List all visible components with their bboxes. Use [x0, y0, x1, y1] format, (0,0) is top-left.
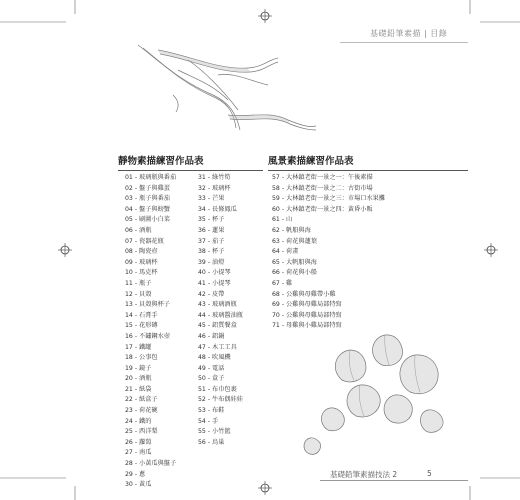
- list-item: 11 - 瓶子: [125, 279, 152, 287]
- chili-pepper-sketch: [118, 40, 318, 135]
- list-item: 37 - 茄子: [198, 237, 225, 245]
- list-item: 60 - 大林鎮老街一景之四：黃昏小販: [272, 205, 373, 213]
- list-item: 39 - 油燈: [198, 258, 225, 266]
- list-item: 35 - 杯子: [198, 216, 225, 224]
- list-item: 66 - 荷花與小船: [272, 269, 317, 277]
- list-item: 54 - 手: [198, 417, 219, 425]
- list-item: 71 - 母雞與小雞局部特寫: [272, 322, 342, 330]
- list-item: 69 - 公雞與母雞局部特寫: [272, 301, 342, 309]
- list-item: 56 - 烏巢: [198, 438, 225, 446]
- list-item: 15 - 花形磚: [125, 322, 158, 330]
- list-item: 70 - 公雞與母雞局部特寫: [272, 311, 342, 319]
- list-item: 45 - 鋁質餐盒: [198, 322, 237, 330]
- page-number: 5: [427, 469, 432, 478]
- list-item: 16 - 不鏽鋼水壺: [125, 332, 170, 340]
- landscape-title-rule: [268, 170, 468, 171]
- still-life-list-a: [125, 173, 176, 491]
- still-life-list-b: [198, 173, 243, 448]
- list-item: 18 - 公事包: [125, 354, 158, 362]
- list-item: 51 - 布巾包裹: [198, 385, 237, 393]
- list-item: 49 - 電話: [198, 364, 225, 372]
- list-item: 20 - 酒瓶: [125, 375, 152, 383]
- list-item: 05 - 刷圖小白菜: [125, 216, 170, 224]
- list-item: 33 - 芒果: [198, 195, 225, 203]
- list-item: 55 - 小竹籃: [198, 428, 231, 436]
- list-item: 41 - 小提琴: [198, 279, 231, 287]
- list-item: 28 - 小黃瓜與盤子: [125, 460, 177, 468]
- running-footer-title: 基礎鉛筆素描技法 2: [330, 470, 398, 479]
- list-item: 29 - 蔥: [125, 470, 146, 478]
- list-item: 08 - 陶瓷壺: [125, 248, 158, 256]
- list-item: 01 - 玻璃瓶與番茄: [125, 174, 177, 181]
- list-item: 46 - 鋁鍋: [198, 332, 225, 340]
- list-item: 42 - 皮帶: [198, 290, 225, 298]
- list-item: 09 - 玻璃杯: [125, 258, 158, 266]
- list-item: 13 - 貝殼與杯子: [125, 301, 170, 309]
- still-life-list-title: 靜物素描練習作品表: [118, 156, 204, 167]
- list-item: 38 - 杯子: [198, 248, 225, 256]
- list-item: 04 - 盤子與螃蟹: [125, 205, 170, 213]
- list-item: 25 - 西洋梨: [125, 428, 158, 436]
- list-item: 23 - 荷花碗: [125, 407, 158, 415]
- garlic-sketch: [290, 330, 460, 460]
- list-item: 07 - 瓷器花瓶: [125, 237, 164, 245]
- list-item: 24 - 鐵的: [125, 417, 152, 425]
- list-item: 10 - 馬克杯: [125, 269, 158, 277]
- list-item: 43 - 玻璃酒瓶: [198, 301, 237, 309]
- list-item: 31 - 綠竹筍: [198, 174, 231, 181]
- list-item: 22 - 紙盒子: [125, 396, 158, 404]
- list-item: 64 - 荷畫: [272, 248, 299, 256]
- list-item: 65 - 大帆船與海: [272, 258, 317, 266]
- header-rule: [340, 42, 468, 43]
- list-item: 68 - 公雞與母雞帶小雞: [272, 290, 336, 298]
- list-item: 50 - 盒子: [198, 375, 225, 383]
- list-item: 34 - 長條鳳瓜: [198, 205, 237, 213]
- running-header: 基礎鉛筆素描 | 目錄: [370, 29, 448, 38]
- list-item: 53 - 布鞋: [198, 407, 225, 415]
- list-item: 06 - 酒瓶: [125, 226, 152, 234]
- list-item: 21 - 紙袋: [125, 385, 152, 393]
- list-item: 02 - 盤子與雞蛋: [125, 184, 170, 192]
- list-item: 47 - 木工工具: [198, 343, 237, 351]
- list-item: 52 - 牛布偶娃娃: [198, 396, 243, 404]
- list-item: 58 - 大林鎮老街一景之二：古街市場: [272, 184, 373, 192]
- list-item: 14 - 石膏手: [125, 311, 158, 319]
- list-item: 48 - 吹風機: [198, 354, 231, 362]
- list-item: 57 - 大林鎮老街一景之一：午後素描: [272, 174, 373, 181]
- landscape-list-title: 風景素描練習作品表: [268, 156, 354, 167]
- list-item: 44 - 玻璃醬油瓶: [198, 311, 243, 319]
- list-item: 17 - 鐵罐: [125, 343, 152, 351]
- footer-rule: [320, 480, 468, 481]
- list-item: 30 - 黃瓜: [125, 481, 152, 489]
- list-item: 61 - 山: [272, 216, 293, 224]
- list-item: 62 - 帆船與海: [272, 226, 311, 234]
- list-item: 32 - 玻璃杯: [198, 184, 231, 192]
- list-item: 19 - 鏡子: [125, 364, 152, 372]
- list-item: 26 - 蘿蔔: [125, 438, 152, 446]
- list-item: 36 - 蓮果: [198, 226, 225, 234]
- list-item: 67 - 雞: [272, 279, 293, 287]
- list-item: 12 - 貝殼: [125, 290, 152, 298]
- list-item: 27 - 南瓜: [125, 449, 152, 457]
- list-item: 59 - 大林鎮老街一景之三：市場口水果攤: [272, 195, 386, 203]
- list-item: 03 - 瓶子與番茄: [125, 195, 170, 203]
- list-item: 40 - 小提琴: [198, 269, 231, 277]
- still-life-title-rule: [118, 170, 263, 171]
- list-item: 63 - 荷花與蓮葉: [272, 237, 317, 245]
- landscape-list: [272, 173, 385, 332]
